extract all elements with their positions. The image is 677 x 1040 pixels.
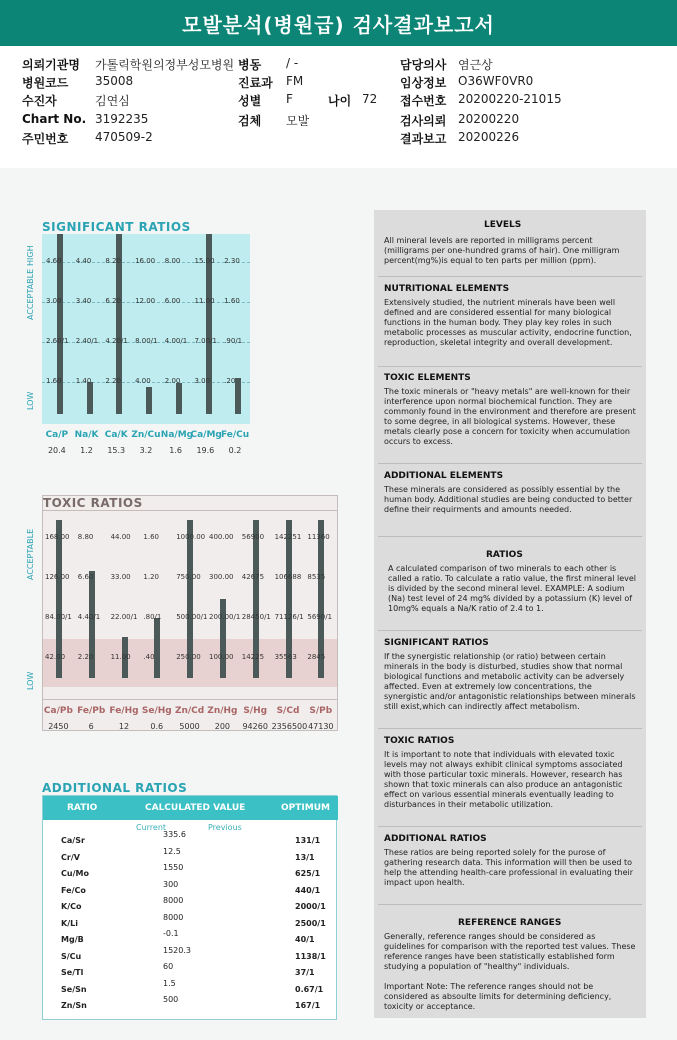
current-value: 1520.3 bbox=[163, 945, 191, 955]
current-value: 335.6 bbox=[163, 830, 186, 839]
ratio-category: Fe/Hg bbox=[109, 706, 139, 716]
levels-text: All mineral levels are reported in milligrams percent (milligrams per one-hundred grams of hair). One milligram percent(mg%)is equal to ten parts per million (ppm). bbox=[384, 236, 620, 265]
tick-label: 250.00 bbox=[176, 653, 201, 661]
tick-label: 2845 bbox=[307, 653, 326, 661]
info-value: 염근상 bbox=[458, 58, 493, 72]
current-value: 12.5 bbox=[163, 846, 181, 856]
tick-label: 3.40 bbox=[75, 297, 92, 305]
info-label: 임상정보 bbox=[400, 76, 447, 90]
tick-label: 1.60 bbox=[143, 533, 159, 541]
toxic-ratios-title: TOXIC RATIOS bbox=[42, 495, 338, 731]
patient-info bbox=[0, 52, 677, 152]
optimum-value: 2000/1 bbox=[295, 902, 326, 911]
ratio-name: Zn/Sn bbox=[61, 1001, 87, 1010]
info-value: 72 bbox=[362, 92, 378, 106]
tick-label: 22.00/1 bbox=[110, 613, 138, 621]
tick-label: .80/1 bbox=[143, 613, 162, 621]
tick-label: 750.00 bbox=[176, 573, 201, 581]
toxic-ratios-text: It is important to note that individuals with elevated toxic levels may not always exhibit clinical symptoms associated with those particular toxic minerals. However, research has shown that toxic minerals can also produce an antagonistic effect on various essential minerals eventually leading to disturbances in their metabolic utilization. bbox=[384, 750, 623, 809]
info-label: 진료과 bbox=[238, 76, 273, 90]
tick-label: 4.20/1 bbox=[105, 337, 128, 345]
tick-label: 1.60 bbox=[46, 377, 62, 385]
reference-ranges-heading: REFERENCE RANGES bbox=[458, 918, 562, 928]
tick-label: 500.00/1 bbox=[176, 613, 208, 621]
ratio-result: 0.2 bbox=[228, 446, 242, 455]
levels-heading: LEVELS bbox=[484, 220, 522, 230]
tick-label: 4.40/1 bbox=[77, 613, 101, 621]
info-value: 470509-2 bbox=[95, 130, 153, 144]
tick-label: 71126/1 bbox=[274, 613, 304, 621]
nutritional-text: Extensively studied, the nutrient minerals have been well defined and are considered essential for many biological functions in the human body. They play key roles in such metabolic processes as muscular activity, endocrine function, reproduction, skeletal integrity and overall development. bbox=[384, 298, 632, 347]
ratio-category: Ca/P bbox=[45, 430, 69, 440]
band-label: ACCEPTABLE bbox=[26, 528, 35, 580]
ratio-result: 200 bbox=[214, 722, 231, 731]
tick-label: 35563 bbox=[274, 653, 297, 661]
ratio-result: 94260 bbox=[242, 722, 268, 731]
tick-label: 2.20 bbox=[105, 377, 121, 385]
ratio-name: Fe/Co bbox=[61, 885, 86, 895]
info-label: 의뢰기관명 bbox=[22, 58, 80, 72]
tick-label: 8.00 bbox=[164, 257, 181, 265]
tick-label: 2.30 bbox=[224, 257, 240, 265]
calculated-value-header: CALCULATED VALUE bbox=[145, 803, 246, 813]
info-value: 김연심 bbox=[95, 94, 130, 108]
tick-label: 1.60 bbox=[224, 297, 240, 305]
tick-label: 15.00 bbox=[194, 257, 215, 265]
ratio-name: Ca/Sr bbox=[61, 836, 85, 845]
ratio-name: K/Li bbox=[61, 918, 78, 928]
tick-label: 1.40 bbox=[75, 377, 92, 385]
tick-label: 42.00 bbox=[45, 653, 66, 661]
tick-label: 3.00 bbox=[194, 377, 211, 385]
ratio-name: Cr/V bbox=[61, 852, 80, 862]
tick-label: 6.20 bbox=[105, 297, 121, 305]
tick-label: 1.20 bbox=[143, 573, 159, 581]
tick-label: 8535 bbox=[307, 573, 326, 581]
ratio-category: Zn/Cu bbox=[131, 430, 161, 440]
info-label: 수진자 bbox=[22, 94, 57, 108]
info-value: 모발 bbox=[286, 114, 310, 128]
optimum-value: 1138/1 bbox=[295, 951, 326, 961]
important-note-text: Important Note: The reference ranges should not be considered as absoulte limits for determining deficiency, toxicity or acceptance. bbox=[384, 982, 612, 1011]
ratio-category: Zn/Hg bbox=[207, 706, 238, 716]
current-value: 1.5 bbox=[163, 978, 176, 988]
info-row bbox=[0, 130, 677, 148]
tick-label: 4.40 bbox=[75, 257, 92, 265]
ratio-category: Fe/Cu bbox=[220, 430, 250, 440]
ratio-category: S/Pb bbox=[309, 706, 333, 716]
significant-ratios-text: If the synergistic relationship (or ratio) between certain minerals in the body is disturbed, studies show that normal biological functions and metabolic activity can be adversely affected. Even at extremely low concentrations, the synergistic and/or antagonistic relationships between minerals still exist,which can indirectly affect metabolism. bbox=[384, 652, 636, 711]
ratio-name: S/Cu bbox=[61, 951, 82, 961]
additional-ratios-table bbox=[42, 795, 337, 1020]
optimum-header: OPTIMUM bbox=[281, 803, 330, 813]
info-value: 20200226 bbox=[458, 130, 520, 144]
tick-label: 44.00 bbox=[110, 533, 131, 541]
tick-label: 168.00 bbox=[45, 533, 70, 541]
additional-ratio-row bbox=[43, 846, 338, 871]
info-label: 검체 bbox=[238, 114, 262, 128]
ratio-result: 19.6 bbox=[196, 446, 215, 455]
ratio-result: 20.4 bbox=[47, 446, 66, 455]
ratio-name: Mg/B bbox=[61, 935, 84, 944]
tick-label: 11360 bbox=[307, 533, 330, 541]
additional-ratio-row bbox=[43, 978, 338, 1003]
toxic-elements-text: The toxic minerals or "heavy metals" are well-known for their interference upon normal biochemical function. They are commonly found in the environment and therefore are present to some degree, in all biological systems. However, these metals clearly pose a concern for toxicity when accumulation occurs to excess. bbox=[384, 387, 636, 446]
band-label: ACCEPTABLE bbox=[26, 268, 35, 320]
tick-label: 2.20 bbox=[77, 653, 94, 661]
tick-label: 106688 bbox=[274, 573, 302, 581]
tick-label: 12.00 bbox=[135, 297, 156, 305]
ratio-result: 12 bbox=[118, 722, 130, 731]
additional-elements-heading: ADDITIONAL ELEMENTS bbox=[384, 471, 504, 481]
ratio-bar bbox=[176, 383, 182, 414]
info-label: 병동 bbox=[238, 58, 262, 72]
ratio-category: Na/K bbox=[74, 430, 99, 440]
info-label: Chart No. bbox=[22, 112, 87, 126]
tick-label: 11.00 bbox=[194, 297, 215, 305]
tick-label: 11.00 bbox=[110, 653, 131, 661]
band-label: HIGH bbox=[26, 245, 35, 266]
tick-label: 300.00 bbox=[209, 573, 234, 581]
ratio-name: Se/Tl bbox=[61, 968, 84, 977]
tick-label: 56900 bbox=[241, 533, 265, 541]
tick-label: 5690/1 bbox=[307, 613, 333, 621]
tick-label: 4.60 bbox=[46, 257, 62, 265]
additional-ratio-row bbox=[43, 995, 338, 1019]
ratio-result: 2356500 bbox=[271, 722, 308, 731]
additional-ratio-row bbox=[43, 896, 338, 920]
additional-ratios-title: ADDITIONAL RATIOS bbox=[42, 781, 188, 795]
optimum-value: 13/1 bbox=[295, 852, 315, 862]
additional-ratio-row bbox=[43, 962, 338, 986]
toxic-ratios-heading: TOXIC RATIOS bbox=[384, 736, 455, 746]
additional-ratios-header bbox=[43, 796, 338, 820]
significant-ratios-heading: SIGNIFICANT RATIOS bbox=[384, 638, 489, 648]
ratio-name: Cu/Mo bbox=[61, 869, 89, 878]
ratio-result: 1.6 bbox=[169, 446, 182, 455]
tick-label: 126.00 bbox=[45, 573, 70, 581]
tick-label: .90/1 bbox=[224, 337, 243, 345]
additional-ratio-row bbox=[43, 879, 338, 904]
optimum-value: 40/1 bbox=[295, 935, 315, 944]
ratio-result: 0.6 bbox=[150, 722, 164, 731]
info-row bbox=[0, 56, 677, 74]
ratio-bar bbox=[146, 387, 152, 414]
ratio-category: Ca/Pb bbox=[43, 706, 73, 716]
ratio-name: Se/Sn bbox=[61, 984, 87, 994]
additional-ratio-row bbox=[43, 863, 338, 887]
ratio-category: Zn/Cd bbox=[174, 706, 205, 716]
optimum-value: 0.67/1 bbox=[295, 984, 324, 994]
ratio-bar bbox=[220, 599, 226, 678]
ratio-bar bbox=[235, 378, 241, 414]
ratio-category: Ca/K bbox=[104, 430, 128, 440]
tick-label: 2.00 bbox=[164, 377, 181, 385]
tick-label: 1000.00 bbox=[176, 533, 206, 541]
info-label: 병원코드 bbox=[22, 76, 69, 90]
tick-label: 4.00 bbox=[135, 377, 151, 385]
ratio-category: Ca/Mg bbox=[190, 430, 222, 440]
optimum-value: 625/1 bbox=[295, 869, 321, 878]
tick-label: 142251 bbox=[274, 533, 302, 541]
current-value: 8000 bbox=[163, 896, 184, 905]
ratio-result: 47130 bbox=[308, 722, 334, 731]
explanation-panel bbox=[374, 210, 646, 1018]
tick-label: 8.20 bbox=[105, 257, 121, 265]
info-value: 20200220-21015 bbox=[458, 92, 562, 106]
tick-label: 28450/1 bbox=[241, 613, 271, 621]
info-label: 나이 bbox=[328, 94, 352, 108]
toxic-elements-heading: TOXIC ELEMENTS bbox=[384, 373, 471, 383]
info-value: 35008 bbox=[95, 74, 134, 88]
ratio-name: K/Co bbox=[61, 902, 82, 911]
tick-label: 400.00 bbox=[209, 533, 234, 541]
nutritional-heading: NUTRITIONAL ELEMENTS bbox=[384, 284, 510, 294]
previous-subheader: Previous bbox=[208, 823, 242, 832]
report-title-bar bbox=[0, 0, 677, 46]
info-label: 검사의뢰 bbox=[400, 114, 447, 128]
info-label: 성별 bbox=[238, 94, 262, 108]
info-label: 결과보고 bbox=[400, 132, 447, 146]
current-subheader: Current bbox=[136, 823, 167, 832]
tick-label: 8.00/1 bbox=[135, 337, 158, 345]
tick-label: 7.00/1 bbox=[194, 337, 217, 345]
info-label: 담당의사 bbox=[400, 58, 447, 72]
ratio-category: Se/Hg bbox=[141, 706, 172, 716]
additional-ratio-row bbox=[43, 945, 338, 970]
ratio-category: Fe/Pb bbox=[77, 706, 106, 716]
tick-label: 42675 bbox=[241, 573, 265, 581]
tick-label: 2.40/1 bbox=[75, 337, 99, 345]
optimum-value: 37/1 bbox=[295, 968, 315, 977]
ratio-result: 1.2 bbox=[80, 446, 93, 455]
additional-ratio-row bbox=[43, 912, 338, 937]
tick-label: 84.00/1 bbox=[45, 613, 72, 621]
tick-label: 16.00 bbox=[135, 257, 156, 265]
additional-ratio-row bbox=[43, 830, 338, 854]
reference-ranges-text: Generally, reference ranges should be considered as guidelines for comparison with the reported test values. These reference ranges have been statistically established form studying a population of "healthy" individuals. bbox=[384, 932, 636, 971]
info-value: 3192235 bbox=[95, 112, 149, 126]
ratio-bar bbox=[89, 571, 95, 678]
tick-label: 6.00 bbox=[164, 297, 181, 305]
optimum-value: 131/1 bbox=[295, 836, 321, 845]
tick-label: 3.00 bbox=[46, 297, 62, 305]
band-label: LOW bbox=[26, 671, 35, 690]
additional-ratios-heading: ADDITIONAL RATIOS bbox=[384, 834, 487, 844]
info-value: / - bbox=[286, 56, 299, 70]
info-label: 주민번호 bbox=[22, 132, 69, 146]
ratios-heading: RATIOS bbox=[486, 550, 523, 560]
ratios-text: A calculated comparison of two minerals to each other is called a ratio. To calculate a ratio value, the first mineral level is divided by the second mineral level. EXAMPLE: A sodium (Na) test level of 24 mg% divided by a potassium (K) level of 10mg% equals a Na/K ratio of 2.4 to 1. bbox=[388, 564, 637, 613]
tick-label: 4.00/1 bbox=[164, 337, 188, 345]
ratio-header: RATIO bbox=[67, 803, 98, 813]
tick-label: 6.60 bbox=[77, 573, 94, 581]
current-value: 1550 bbox=[163, 863, 184, 872]
tick-label: 33.00 bbox=[110, 573, 131, 581]
current-value: 300 bbox=[163, 879, 179, 889]
ratio-bar bbox=[87, 382, 93, 414]
band-label: LOW bbox=[26, 391, 35, 410]
info-value: 가톨릭학원의정부성모병원 bbox=[95, 58, 235, 72]
additional-elements-text: These minerals are considered as possibly essential by the human body. Additional studies are being conducted to better define their requirments and amounts needed. bbox=[384, 485, 633, 514]
tick-label: 200.00/1 bbox=[209, 613, 241, 621]
ratio-category: S/Hg bbox=[243, 706, 268, 716]
info-value: F bbox=[286, 92, 293, 106]
ratio-category: Na/Mg bbox=[160, 430, 194, 440]
tick-label: 8.80 bbox=[77, 533, 94, 541]
ratio-category: S/Cd bbox=[276, 706, 300, 716]
ratio-result: 6 bbox=[88, 722, 94, 731]
info-label: 접수번호 bbox=[400, 94, 447, 108]
optimum-value: 2500/1 bbox=[295, 918, 326, 928]
optimum-value: 167/1 bbox=[295, 1001, 321, 1010]
info-value: 20200220 bbox=[458, 112, 520, 126]
ratio-result: 5000 bbox=[179, 722, 200, 731]
report-title: 모발분석(병원급) 검사결과보고서 bbox=[182, 12, 495, 37]
tick-label: 2.60/1 bbox=[46, 337, 69, 345]
info-row bbox=[0, 74, 677, 92]
additional-ratios-text: These ratios are being reported solely for the purose of gathering research data. This information will then be used to help the attending health-care professional in evaluating their impact upon health. bbox=[384, 848, 634, 887]
current-value: 8000 bbox=[163, 912, 184, 922]
tick-label: .20 bbox=[224, 377, 236, 385]
optimum-value: 440/1 bbox=[295, 885, 321, 895]
tick-label: .40 bbox=[143, 653, 155, 661]
ratio-result: 3.2 bbox=[139, 446, 153, 455]
info-value: O36WF0VR0 bbox=[458, 74, 534, 88]
ratio-result: 15.3 bbox=[107, 446, 126, 455]
tick-label: 14225 bbox=[241, 653, 265, 661]
info-value: FM bbox=[286, 74, 304, 88]
info-row bbox=[0, 112, 677, 130]
ratio-result: 2450 bbox=[48, 722, 69, 731]
current-value: -0.1 bbox=[163, 929, 179, 938]
current-value: 500 bbox=[163, 995, 179, 1004]
tick-label: 100.00 bbox=[209, 653, 234, 661]
ratio-bar bbox=[154, 618, 160, 678]
info-row bbox=[0, 92, 677, 110]
significant-ratios-title: SIGNIFICANT RATIOS bbox=[42, 220, 191, 234]
current-value: 60 bbox=[163, 962, 174, 971]
